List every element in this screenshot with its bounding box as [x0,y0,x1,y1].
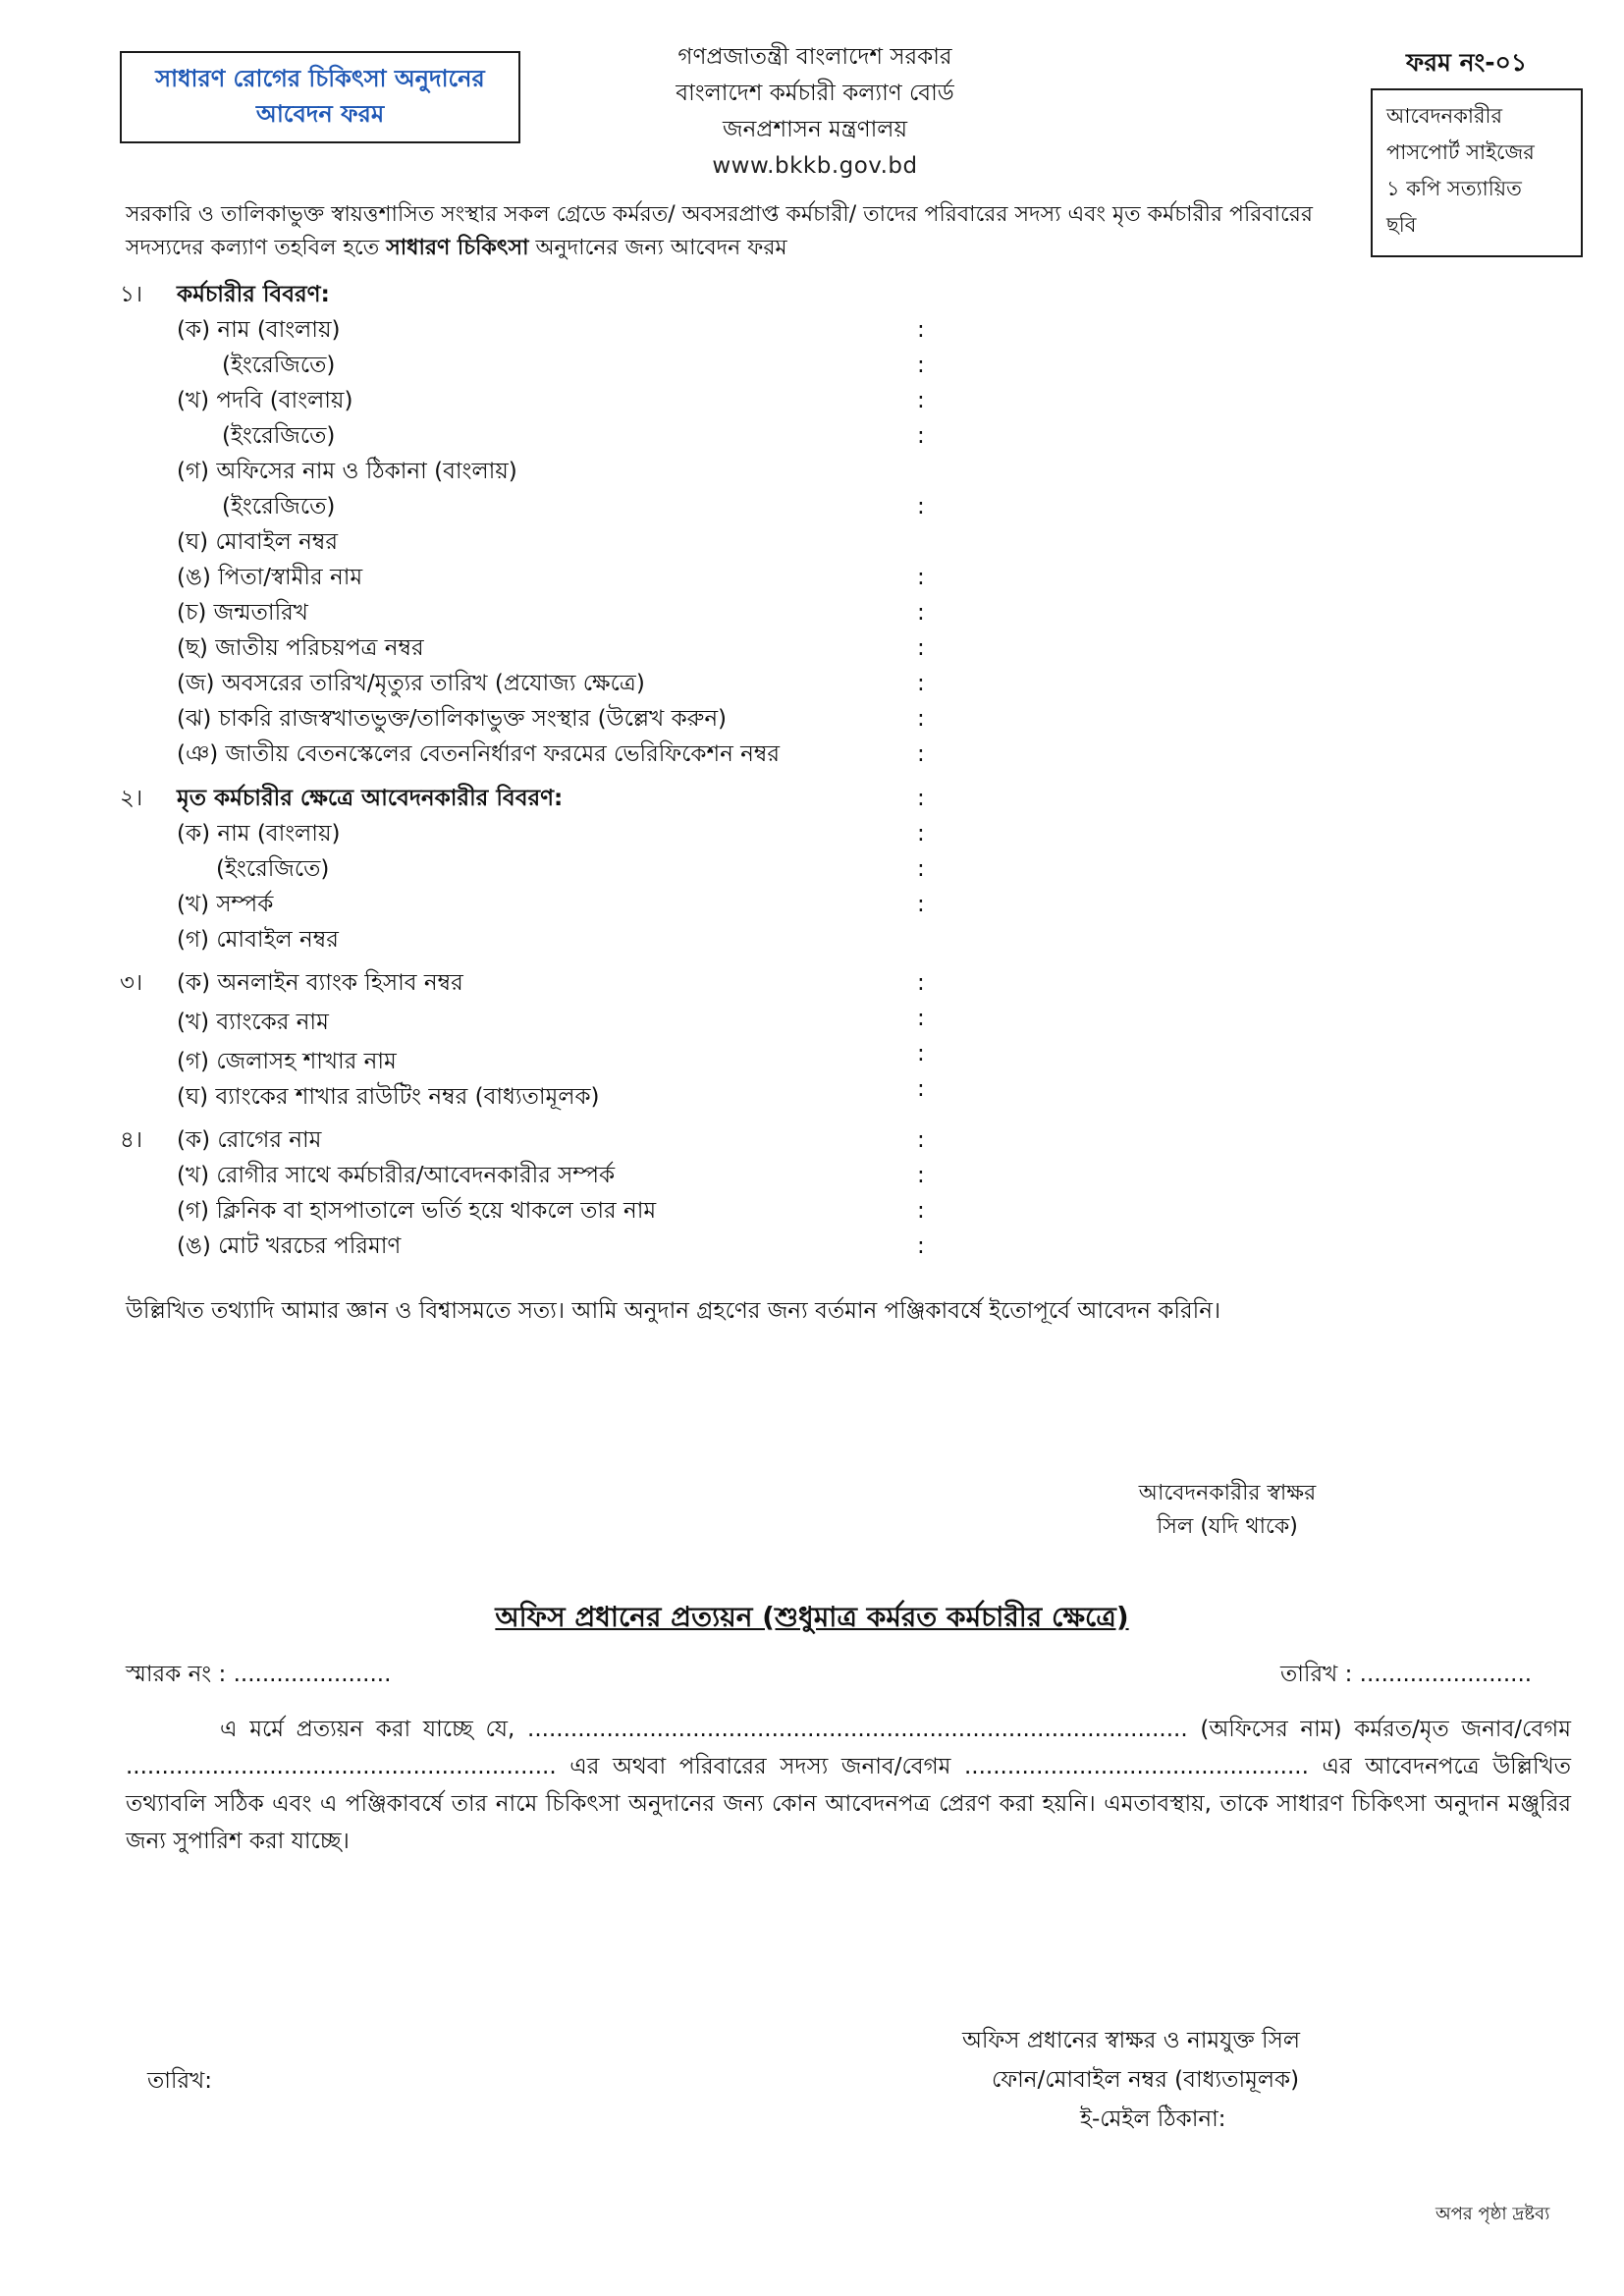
board-name: বাংলাদেশ কর্মচারী কল্যাণ বোর্ড [676,81,954,106]
form-title-line2: আবেদন ফরম [255,100,385,128]
field-colon: : [917,494,925,519]
form-number: ফরম নং-০১ [1406,48,1528,77]
photo-note-line: পাসপোর্ট সাইজের [1386,140,1535,164]
field-colon: : [917,1006,925,1031]
ministry-name: জনপ্রশাসন মন্ত্রণালয় [723,117,907,142]
field-colon: : [917,970,925,996]
declaration-text: উল্লিখিত তথ্যাদি আমার জ্ঞান ও বিশ্বাসমতে সত্য। আমি অনুদান গ্রহণের জন্য বর্তমান পঞ্জিকাবর্ষে ইতোপূর্বে আবেদন করিনি। [126,1298,1221,1324]
field-label: (ক) নাম (বাংলায়) [177,821,341,847]
field-colon: : [917,353,925,378]
field-label: (ঙ) পিতা/স্বামীর নাম [177,565,363,590]
field-label: (ক) নাম (বাংলায়) [177,317,341,343]
field-colon: : [917,786,925,811]
certificate-text: এ মর্মে প্রত্যয়ন করা যাচ্ছে যে, ............................................................................................ (অফিসের নাম) কর্মরত/মৃত জনাব/বেগম ............................................................ এর অথবা পরিবারের সদস্য জনাব/বেগম ................................................ এর আবেদনপত্রে উল্লিখিত তথ্যাবলি সঠিক এবং এ পঞ্জিকাবর্ষে তার নামে চিকিৎসা অনুদানের জন্য কোন আবেদনপত্র প্রেরণ করা হয়নি। এমতাবস্থায়, তাকে সাধারণ চিকিৎসা অনুদান মঞ্জুরির জন্য সুপারিশ করা যাচ্ছে। [126,1717,1571,1854]
form-title-box [120,51,520,143]
field-label: (খ) রোগীর সাথে কর্মচারীর/আবেদনকারীর সম্পর্ক [177,1163,616,1188]
field-colon: : [917,388,925,413]
office-head-signature-label: অফিস প্রধানের স্বাক্ষর ও নামযুক্ত সিল [962,2028,1300,2053]
field-label: (ক) রোগের নাম [177,1127,322,1153]
see-overleaf-note: অপর পৃষ্ঠা দ্রষ্টব্য [1435,2204,1550,2224]
field-label: (ঝ) চাকরি রাজস্বখাতভুক্ত/তালিকাভুক্ত সংস্থার (উল্লেখ করুন) [177,706,728,732]
field-label: (গ) অফিসের নাম ও ঠিকানা (বাংলায়) [177,459,517,484]
field-label: (গ) ক্লিনিক বা হাসপাতালে ভর্তি হয়ে থাকলে তার নাম [177,1198,657,1224]
field-colon: : [917,565,925,590]
intro-bold: সাধারণ চিকিৎসা [386,236,529,260]
photo-note-line: ১ কপি সত্যায়িত [1386,177,1522,200]
field-label: (ছ) জাতীয় পরিচয়পত্র নম্বর [177,635,424,661]
field-colon: : [917,423,925,449]
field-label: (খ) সম্পর্ক [177,892,274,917]
field-colon: : [917,635,925,661]
field-colon: : [917,1163,925,1188]
field-colon: : [917,1233,925,1259]
field-label: (জ) অবসরের তারিখ/মৃত্যুর তারিখ (প্রযোজ্য ক্ষেত্রে) [177,671,645,696]
field-colon: : [917,892,925,917]
field-colon: : [917,671,925,696]
section-3-number: ৩। [120,970,143,996]
field-colon: : [917,600,925,626]
letterhead [648,39,982,185]
field-colon: : [917,1076,925,1102]
applicant-signature-label: আবেদনকারীর স্বাক্ষর [1138,1481,1317,1505]
field-label: (ইংরেজিতে) [222,494,336,519]
office-head-signature-block [962,2021,1375,2139]
photo-note-line: আবেদনকারীর [1386,104,1503,128]
field-label: (ইংরেজিতে) [216,856,330,882]
intro-text-end: অনুদানের জন্য আবেদন ফরম [528,236,787,260]
field-colon: : [917,1127,925,1153]
certificate-title: অফিস প্রধানের প্রত্যয়ন (শুধুমাত্র কর্মরত কর্মচারীর ক্ষেত্রে) [495,1601,1129,1633]
website-link[interactable]: www.bkkb.gov.bd [712,153,918,179]
field-label: (ঙ) মোট খরচের পরিমাণ [177,1233,402,1259]
intro-paragraph [126,198,1353,265]
memo-number: স্মারক নং : ...................... [126,1662,392,1687]
field-label: (গ) মোবাইল নম্বর [177,927,339,953]
certificate-body [126,1711,1571,1860]
field-colon: : [917,856,925,882]
applicant-seal-label: সিল (যদি থাকে) [1157,1514,1298,1539]
field-label: (ঞ) জাতীয় বেতনস্কেলের বেতননির্ধারণ ফরমের ভেরিফিকেশন নম্বর [177,741,781,767]
office-head-email-label: ই-মেইল ঠিকানা: [1080,2106,1226,2132]
date-label: তারিখ: [147,2068,213,2094]
photo-note-line: ছবি [1386,213,1417,237]
section-2-title: মৃত কর্মচারীর ক্ষেত্রে আবেদনকারীর বিবরণ: [177,786,564,811]
section-1-number: ১। [120,282,143,307]
field-colon: : [917,317,925,343]
field-label: (খ) পদবি (বাংলায়) [177,388,353,413]
field-colon: : [917,741,925,767]
section-2-number: ২। [120,786,143,811]
field-label: (ক) অনলাইন ব্যাংক হিসাব নম্বর [177,970,463,996]
office-head-phone-label: ফোন/মোবাইল নম্বর (বাধ্যতামূলক) [992,2067,1300,2093]
field-label: (খ) ব্যাংকের নাম [177,1010,329,1035]
intro-text: সরকারি ও তালিকাভুক্ত স্বায়ত্তশাসিত সংস্থার সকল গ্রেডে কর্মরত/ অবসরপ্রাপ্ত কর্মচারী/ তাদের পরিবারের সদস্য এবং মৃত কর্মচারীর পরিবারের সদস্যদের কল্যাণ তহবিল হতে [126,202,1314,260]
field-colon: : [917,706,925,732]
govt-name: গণপ্রজাতন্ত্রী বাংলাদেশ সরকার [677,44,952,70]
field-label: (ইংরেজিতে) [222,353,336,378]
field-label: (ইংরেজিতে) [222,423,336,449]
section-1-title: কর্মচারীর বিবরণ: [177,282,330,307]
field-colon: : [917,1041,925,1066]
field-label: (গ) জেলাসহ শাখার নাম [177,1049,397,1074]
section-4-number: ৪। [120,1127,143,1153]
field-colon: : [917,1198,925,1224]
field-label: (ঘ) ব্যাংকের শাখার রাউটিং নম্বর (বাধ্যতামূলক) [177,1084,600,1110]
field-label: (ঘ) মোবাইল নম্বর [177,529,339,555]
photo-placeholder-box [1371,88,1583,257]
field-label: (চ) জন্মতারিখ [177,600,308,626]
form-title-line1: সাধারণ রোগের চিকিৎসা অনুদানের [155,65,485,92]
field-colon: : [917,821,925,847]
certificate-date: তারিখ : ........................ [1280,1662,1533,1687]
